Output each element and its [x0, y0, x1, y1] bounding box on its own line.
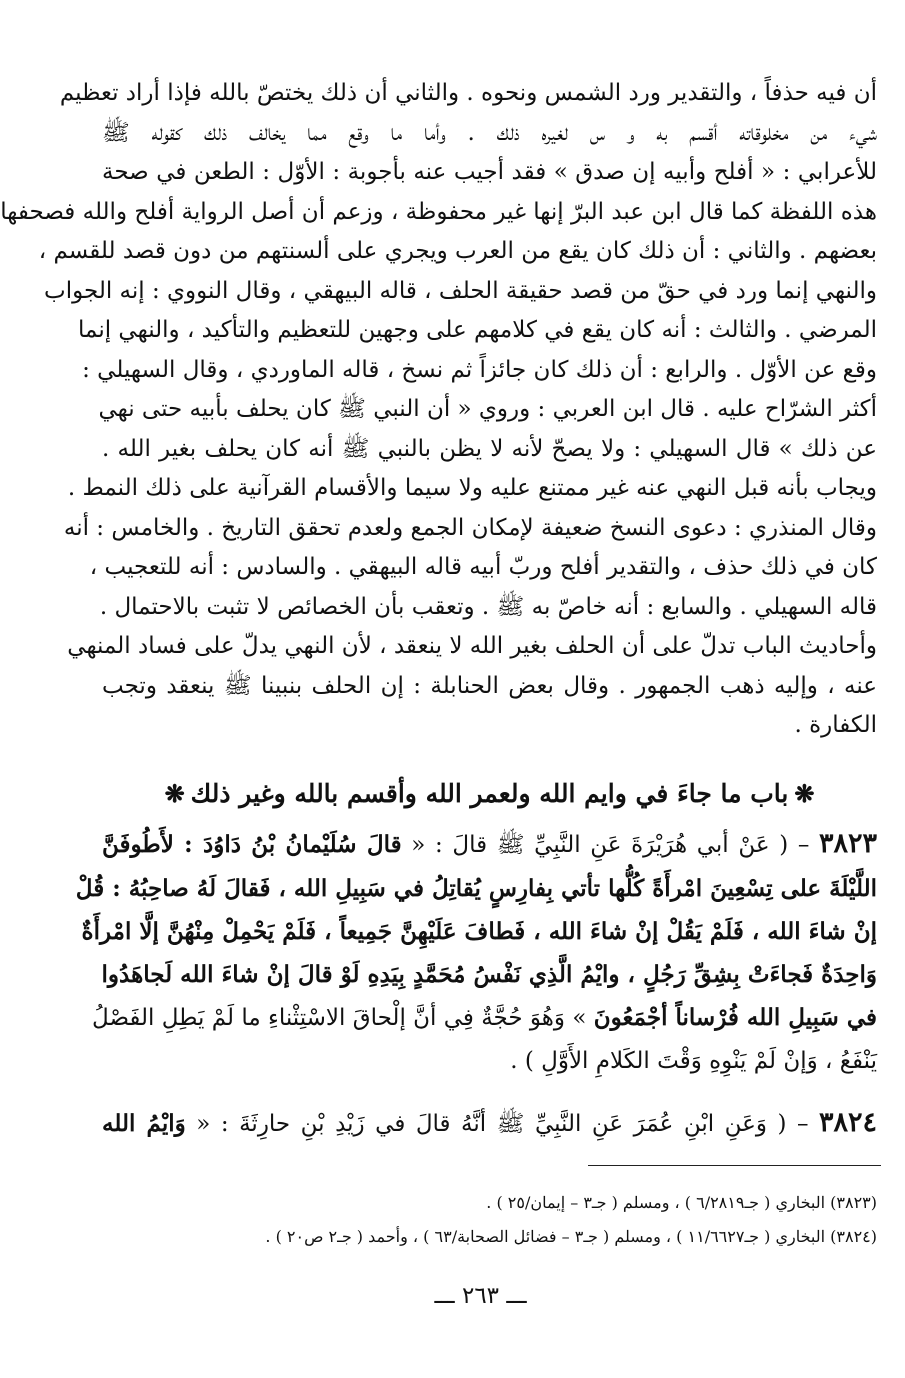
- hadith-text-line: وَاحِدَةٌ فَجاءَتْ بِشِقِّ رَجُلٍ ، وايْمُ الَّذِي نَفْسُ مُحَمَّدٍ بِيَدِهِ لَوْ قالَ إنْ شاءَ الله لَجاهَدُوا: [101, 960, 877, 988]
- star-ornament-icon: ❋: [794, 778, 815, 808]
- page-body: [0, 74, 877, 1146]
- hadith-number: ٣٨٢٤: [818, 1106, 877, 1138]
- commentary-line: بعضهم . والثاني : أن ذلك كان يقع من العرب ويجري على ألسنتهم من دون قصد للقسم ،: [38, 238, 877, 264]
- hadith-text: في سَبِيلِ الله فُرْساناً أجْمَعُونَ: [593, 1003, 877, 1031]
- hadith-text: قالَ سُلَيْمانُ بْنُ دَاوُدَ : لأَطُوفَنَّ: [102, 830, 402, 858]
- commentary-line: وأحاديث الباب تدلّ على أن الحلف بغير الله لا ينعقد ، لأن النهي يدلّ على فساد المنهي: [67, 633, 877, 659]
- hadith-closing: يَنْفَعُ ، وَإنْ لَمْ يَنْوِهِ وَقْتَ الكَلامِ الأَوَّلِ ) .: [510, 1047, 877, 1074]
- commentary-line: شيء من مخلوقاته أقسم به و س لغيره ذلك . وأما ما وقع مما يخالف ذلك كقوله ﷺ: [102, 119, 877, 146]
- hadith-intro: – ( وَعَنِ ابْنِ عُمَرَ عَنِ النَّبِيِّ ﷺ أنَّهُ قالَ في زَيْدِ بْنِ حارِثَةَ : «: [185, 1110, 819, 1137]
- hadith-line: [92, 996, 877, 1040]
- commentary-line: الكفارة .: [794, 712, 877, 738]
- footnote: (٣٨٢٣) البخاري ( جـ٦/٢٨١٩ ) ، ومسلم ( جـ٣ – إيمان/٢٥ ) .: [486, 1193, 877, 1212]
- footnote: (٣٨٢٤) البخاري ( جـ١١/٦٦٢٧ ) ، ومسلم ( جـ٣ – فضائل الصحابة/٦٣ ) ، وأحمد ( جـ٢ ص٢٠ ) .: [265, 1227, 877, 1246]
- hadith-line: [102, 822, 877, 867]
- chapter-heading: [102, 774, 877, 814]
- commentary-line: ويجاب بأنه قبل النهي عنه غير ممتنع عليه ولا سيما والأقسام القرآنية على ذلك النمط .: [67, 475, 877, 501]
- hadith-3823: [75, 822, 877, 1083]
- hadith-line: [102, 1101, 877, 1146]
- commentary-line: كان في ذلك حذف ، والتقدير أفلح وربّ أبيه قاله البيهقي . والسادس : أنه للتعجيب ،: [89, 554, 877, 580]
- commentary-line: للأعرابي : « أفلح وأبيه إن صدق » فقد أجيب عنه بأجوبة : الأوّل : الطعن في صحة: [102, 159, 877, 185]
- commentary-line: والنهي إنما ورد في حقّ من قصد حقيقة الحلف ، قاله البيهقي ، وقال النووي : إنه الجواب: [44, 277, 877, 304]
- hadith-text: وَايْمُ الله: [102, 1109, 186, 1137]
- commentary-line: أن فيه حذفاً ، والتقدير ورد الشمس ونحوه . والثاني أن ذلك يختصّ بالله فإذا أراد تعظيم: [59, 80, 877, 106]
- hadith-text-line: اللَّيْلَةَ على تِسْعِينَ امْرأَةً كُلُّها تأتي بِفارِسٍ يُقاتِلُ في سَبِيلِ الله ، فَقالَ لَهُ صاحِبُهُ : قُلْ: [75, 874, 877, 902]
- footnote-divider: [588, 1165, 881, 1166]
- hadith-number: ٣٨٢٣: [818, 827, 877, 859]
- commentary-line: قاله السهيلي . والسابع : أنه خاصّ به ﷺ . وتعقب بأن الخصائص لا تثبت بالاحتمال .: [99, 593, 877, 620]
- page-number: ـــ ٢٦٣ ـــ: [434, 1283, 527, 1309]
- commentary-line: وقال المنذري : دعوى النسخ ضعيفة لإمكان الجمع ولعدم تحقق التاريخ . والخامس : أنه: [63, 514, 877, 541]
- footnotes: [102, 1186, 877, 1254]
- commentary-paragraph: [0, 74, 877, 746]
- hadith-text-line: إنْ شاءَ الله ، فَلَمْ يَقُلْ إنْ شاءَ الله ، فَطافَ عَلَيْهِنَّ جَمِيعاً ، فَلَمْ يَحْمِلْ مِنْهُنَّ إلَّا امْرأَةٌ: [81, 917, 877, 945]
- commentary-line: أكثر الشرّاح عليه . قال ابن العربي : وروي « أن النبي ﷺ كان يحلف بأبيه حتى نهي: [98, 396, 877, 422]
- commentary-line: وقع عن الأوّل . والرابع : أن ذلك كان جائزاً ثم نسخ ، قاله الماوردي ، وقال السهيلي :: [82, 356, 877, 383]
- commentary-line: عن ذلك » قال السهيلي : ولا يصحّ لأنه لا يظن بالنبي ﷺ أنه كان يحلف بغير الله .: [102, 435, 877, 462]
- chapter-title: باب ما جاءَ في وايم الله ولعمر الله وأقسم بالله وغير ذلك: [190, 778, 789, 808]
- hadith-commentary: » وَهُوَ حُجَّةٌ فِي أنَّ إلْحاقَ الاسْتِثْناءِ ما لَمْ يَطِلِ الفَصْلُ: [92, 1004, 594, 1031]
- star-ornament-icon: ❋: [164, 778, 185, 808]
- commentary-line: عنه ، وإليه ذهب الجمهور . وقال بعض الحنابلة : إن الحلف بنبينا ﷺ ينعقد وتجب: [102, 672, 877, 699]
- commentary-line: المرضي . والثالث : أنه كان يقع في كلامهم على وجهين للتعظيم والتأكيد ، والنهي إنما: [78, 317, 877, 343]
- hadith-3824: [102, 1101, 877, 1146]
- commentary-line: هذه اللفظة كما قال ابن عبد البرّ إنها غير محفوظة ، وزعم أن أصل الرواية أفلح والله فصحفها: [0, 198, 877, 225]
- hadith-intro: – ( عَنْ أبي هُرَيْرَةَ عَنِ النَّبِيِّ ﷺ قالَ : «: [401, 831, 819, 858]
